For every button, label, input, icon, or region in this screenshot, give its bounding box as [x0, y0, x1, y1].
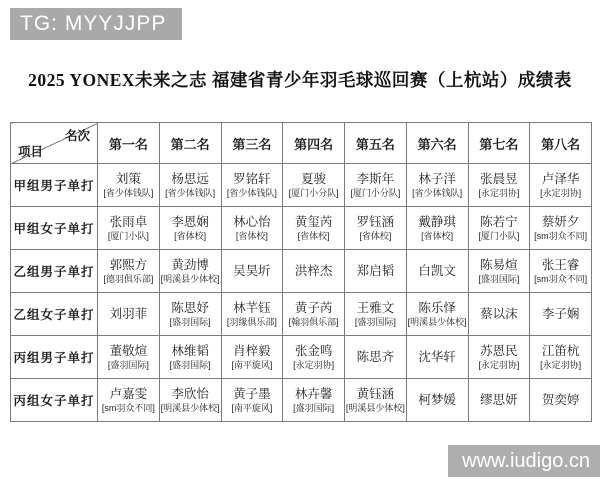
telegram-badge [10, 8, 182, 40]
result-cell [530, 336, 592, 379]
result-cell [345, 336, 407, 379]
player-name: 黄玺芮 [294, 214, 333, 229]
player-club: [明溪县少体校] [160, 402, 220, 413]
player-name: 卢嘉雯 [109, 386, 148, 401]
player-name: 林维韬 [171, 343, 209, 358]
player-club: [sm羽众不同] [534, 230, 588, 241]
result-cell [406, 207, 468, 250]
player-club: [盛羽国际] [169, 359, 211, 370]
rank-header-4: 第四名 [283, 123, 345, 164]
player-club: [明溪县少体校] [345, 402, 405, 413]
result-cell [345, 207, 407, 250]
player-name: 李恩娴 [171, 214, 209, 229]
player-name: 罗钰涵 [356, 214, 395, 229]
result-cell [98, 207, 160, 250]
player-name: 黄钰涵 [356, 386, 395, 401]
result-cell [221, 164, 283, 207]
result-cell [283, 250, 345, 293]
player-name: 吴昊圻 [233, 263, 271, 278]
result-cell [159, 336, 221, 379]
event-label: 甲组男子单打 [11, 164, 98, 207]
player-name: 蔡妍夕 [541, 214, 580, 229]
result-cell [283, 207, 345, 250]
player-name: 张晨昱 [480, 171, 518, 186]
player-club: [德羽俱乐部] [103, 273, 154, 284]
player-name: 林心怡 [233, 214, 271, 229]
player-club: [省少体钱队] [226, 187, 277, 198]
result-cell [159, 379, 221, 422]
result-cell [283, 379, 345, 422]
player-name: 林芊钰 [233, 300, 271, 315]
player-name: 黄子芮 [294, 300, 333, 315]
result-cell [221, 293, 283, 336]
result-cell [530, 207, 592, 250]
event-label: 乙组男子单打 [11, 250, 98, 293]
player-club: [明溪县少体校] [160, 273, 220, 284]
result-cell [468, 336, 530, 379]
corner-event-label: 项目 [18, 145, 44, 159]
telegram-badge-text: TG: MYYJJPP [20, 12, 167, 35]
player-name: 戴静琪 [418, 214, 456, 229]
player-club: [厦门小队] [478, 230, 520, 241]
player-club: [省体校] [235, 230, 268, 241]
player-club: [盛羽国际] [354, 316, 396, 327]
result-cell [406, 379, 468, 422]
player-club: [永定羽协] [293, 359, 335, 370]
result-cell [530, 250, 592, 293]
result-cell [98, 164, 160, 207]
player-name: 刘策 [115, 171, 141, 186]
player-club: [厦门小分队] [288, 187, 339, 198]
player-club: [盛羽国际] [169, 316, 211, 327]
watermark-text: www.iudigo.cn [462, 450, 590, 472]
player-name: 陈若宁 [480, 214, 518, 229]
result-cell [345, 164, 407, 207]
rank-header-3: 第三名 [221, 123, 283, 164]
result-cell [159, 164, 221, 207]
player-name: 林子洋 [418, 171, 456, 186]
table-row [11, 207, 592, 250]
player-club: [羽缘俱乐部] [226, 316, 277, 327]
corner-rank-label: 名次 [64, 129, 90, 143]
result-cell [221, 336, 283, 379]
player-name: 刘羽菲 [109, 306, 148, 321]
player-name: 黄子墨 [233, 386, 271, 401]
result-cell [530, 379, 592, 422]
corner-cell [11, 123, 98, 164]
player-club: [省体校] [174, 230, 207, 241]
page-title: 2025 YONEX未来之志 福建省青少年羽毛球巡回赛（上杭站）成绩表 [28, 70, 572, 90]
result-cell [345, 293, 407, 336]
player-name: 郑启韬 [356, 263, 395, 278]
player-name: 郭熙方 [109, 257, 148, 272]
player-name: 夏骏 [301, 171, 327, 186]
result-cell [468, 379, 530, 422]
result-cell [283, 336, 345, 379]
player-name: 江笛杭 [541, 343, 580, 358]
result-cell [283, 164, 345, 207]
player-club: [厦门小分队] [350, 187, 401, 198]
header-row [11, 123, 592, 164]
player-name: 林卉馨 [294, 386, 333, 401]
player-club: [永定羽协] [540, 359, 582, 370]
player-name: 陈思妤 [171, 300, 209, 315]
player-club: [盛羽国际] [107, 359, 149, 370]
player-name: 李欣怡 [171, 386, 209, 401]
result-cell [468, 207, 530, 250]
player-club: [省体校] [297, 230, 330, 241]
table-row [11, 379, 592, 422]
result-cell [406, 250, 468, 293]
result-cell [530, 293, 592, 336]
player-name: 卢泽华 [541, 171, 580, 186]
rank-header-6: 第六名 [406, 123, 468, 164]
table-row [11, 164, 592, 207]
rank-header-2: 第二名 [159, 123, 221, 164]
player-club: [明溪县少体校] [407, 316, 467, 327]
result-cell [159, 207, 221, 250]
result-cell [406, 164, 468, 207]
player-name: 陈乐怿 [418, 300, 456, 315]
event-label: 甲组女子单打 [11, 207, 98, 250]
player-club: [sm羽众不同] [101, 402, 155, 413]
watermark [448, 445, 600, 477]
player-name: 陈思齐 [356, 349, 395, 364]
result-cell [345, 379, 407, 422]
result-cell [468, 250, 530, 293]
player-name: 罗铭轩 [233, 171, 271, 186]
player-name: 肖梓毅 [233, 343, 271, 358]
player-club: [永定羽协] [540, 187, 582, 198]
player-club: [南平旋风] [231, 359, 273, 370]
player-club: [盛羽国际] [478, 273, 520, 284]
result-cell [159, 293, 221, 336]
player-name: 柯梦媛 [418, 392, 456, 407]
result-cell [530, 164, 592, 207]
player-name: 洪梓杰 [294, 263, 333, 278]
player-name: 张王睿 [541, 257, 580, 272]
player-name: 陈易煊 [480, 257, 518, 272]
player-name: 缪思妍 [480, 392, 518, 407]
player-name: 苏恩民 [480, 343, 518, 358]
player-name: 白凯文 [418, 263, 456, 278]
player-name: 张金鸣 [294, 343, 333, 358]
results-table [10, 122, 592, 422]
result-cell [98, 293, 160, 336]
result-cell [406, 336, 468, 379]
event-label: 丙组女子单打 [11, 379, 98, 422]
result-cell [283, 293, 345, 336]
player-name: 张雨卓 [109, 214, 148, 229]
player-name: 贺奕婷 [541, 392, 580, 407]
player-name: 蔡以沫 [480, 306, 518, 321]
rank-header-7: 第七名 [468, 123, 530, 164]
event-label: 丙组男子单打 [11, 336, 98, 379]
result-cell [468, 164, 530, 207]
player-club: [省少体钱队] [165, 187, 216, 198]
player-club: [省少体钱队] [412, 187, 463, 198]
player-club: [永定羽协] [478, 359, 520, 370]
rank-header-1: 第一名 [98, 123, 160, 164]
player-name: 李子娴 [541, 306, 580, 321]
result-cell [345, 250, 407, 293]
result-cell [221, 207, 283, 250]
player-club: [南平旋风] [231, 402, 273, 413]
player-name: 董敬煊 [109, 343, 148, 358]
player-club: [厦门小队] [107, 230, 149, 241]
player-club: [省体校] [359, 230, 392, 241]
player-name: 黄劲博 [171, 257, 209, 272]
player-club: [翰羽俱乐部] [288, 316, 339, 327]
result-cell [468, 293, 530, 336]
player-club: [永定羽协] [478, 187, 520, 198]
table-row [11, 336, 592, 379]
result-cell [406, 293, 468, 336]
player-club: [省体校] [421, 230, 454, 241]
table-row [11, 293, 592, 336]
player-name: 王雅文 [356, 300, 395, 315]
player-name: 沈华轩 [418, 349, 456, 364]
result-cell [159, 250, 221, 293]
player-club: [sm羽众不同] [534, 273, 588, 284]
rank-header-5: 第五名 [345, 123, 407, 164]
rank-header-8: 第八名 [530, 123, 592, 164]
event-label: 乙组女子单打 [11, 293, 98, 336]
result-cell [98, 379, 160, 422]
result-cell [98, 336, 160, 379]
result-cell [221, 379, 283, 422]
player-club: [省少体钱队] [103, 187, 154, 198]
player-name: 杨思远 [171, 171, 209, 186]
result-cell [98, 250, 160, 293]
result-cell [221, 250, 283, 293]
player-club: [盛羽国际] [293, 402, 335, 413]
player-name: 李斯年 [356, 171, 395, 186]
table-row [11, 250, 592, 293]
